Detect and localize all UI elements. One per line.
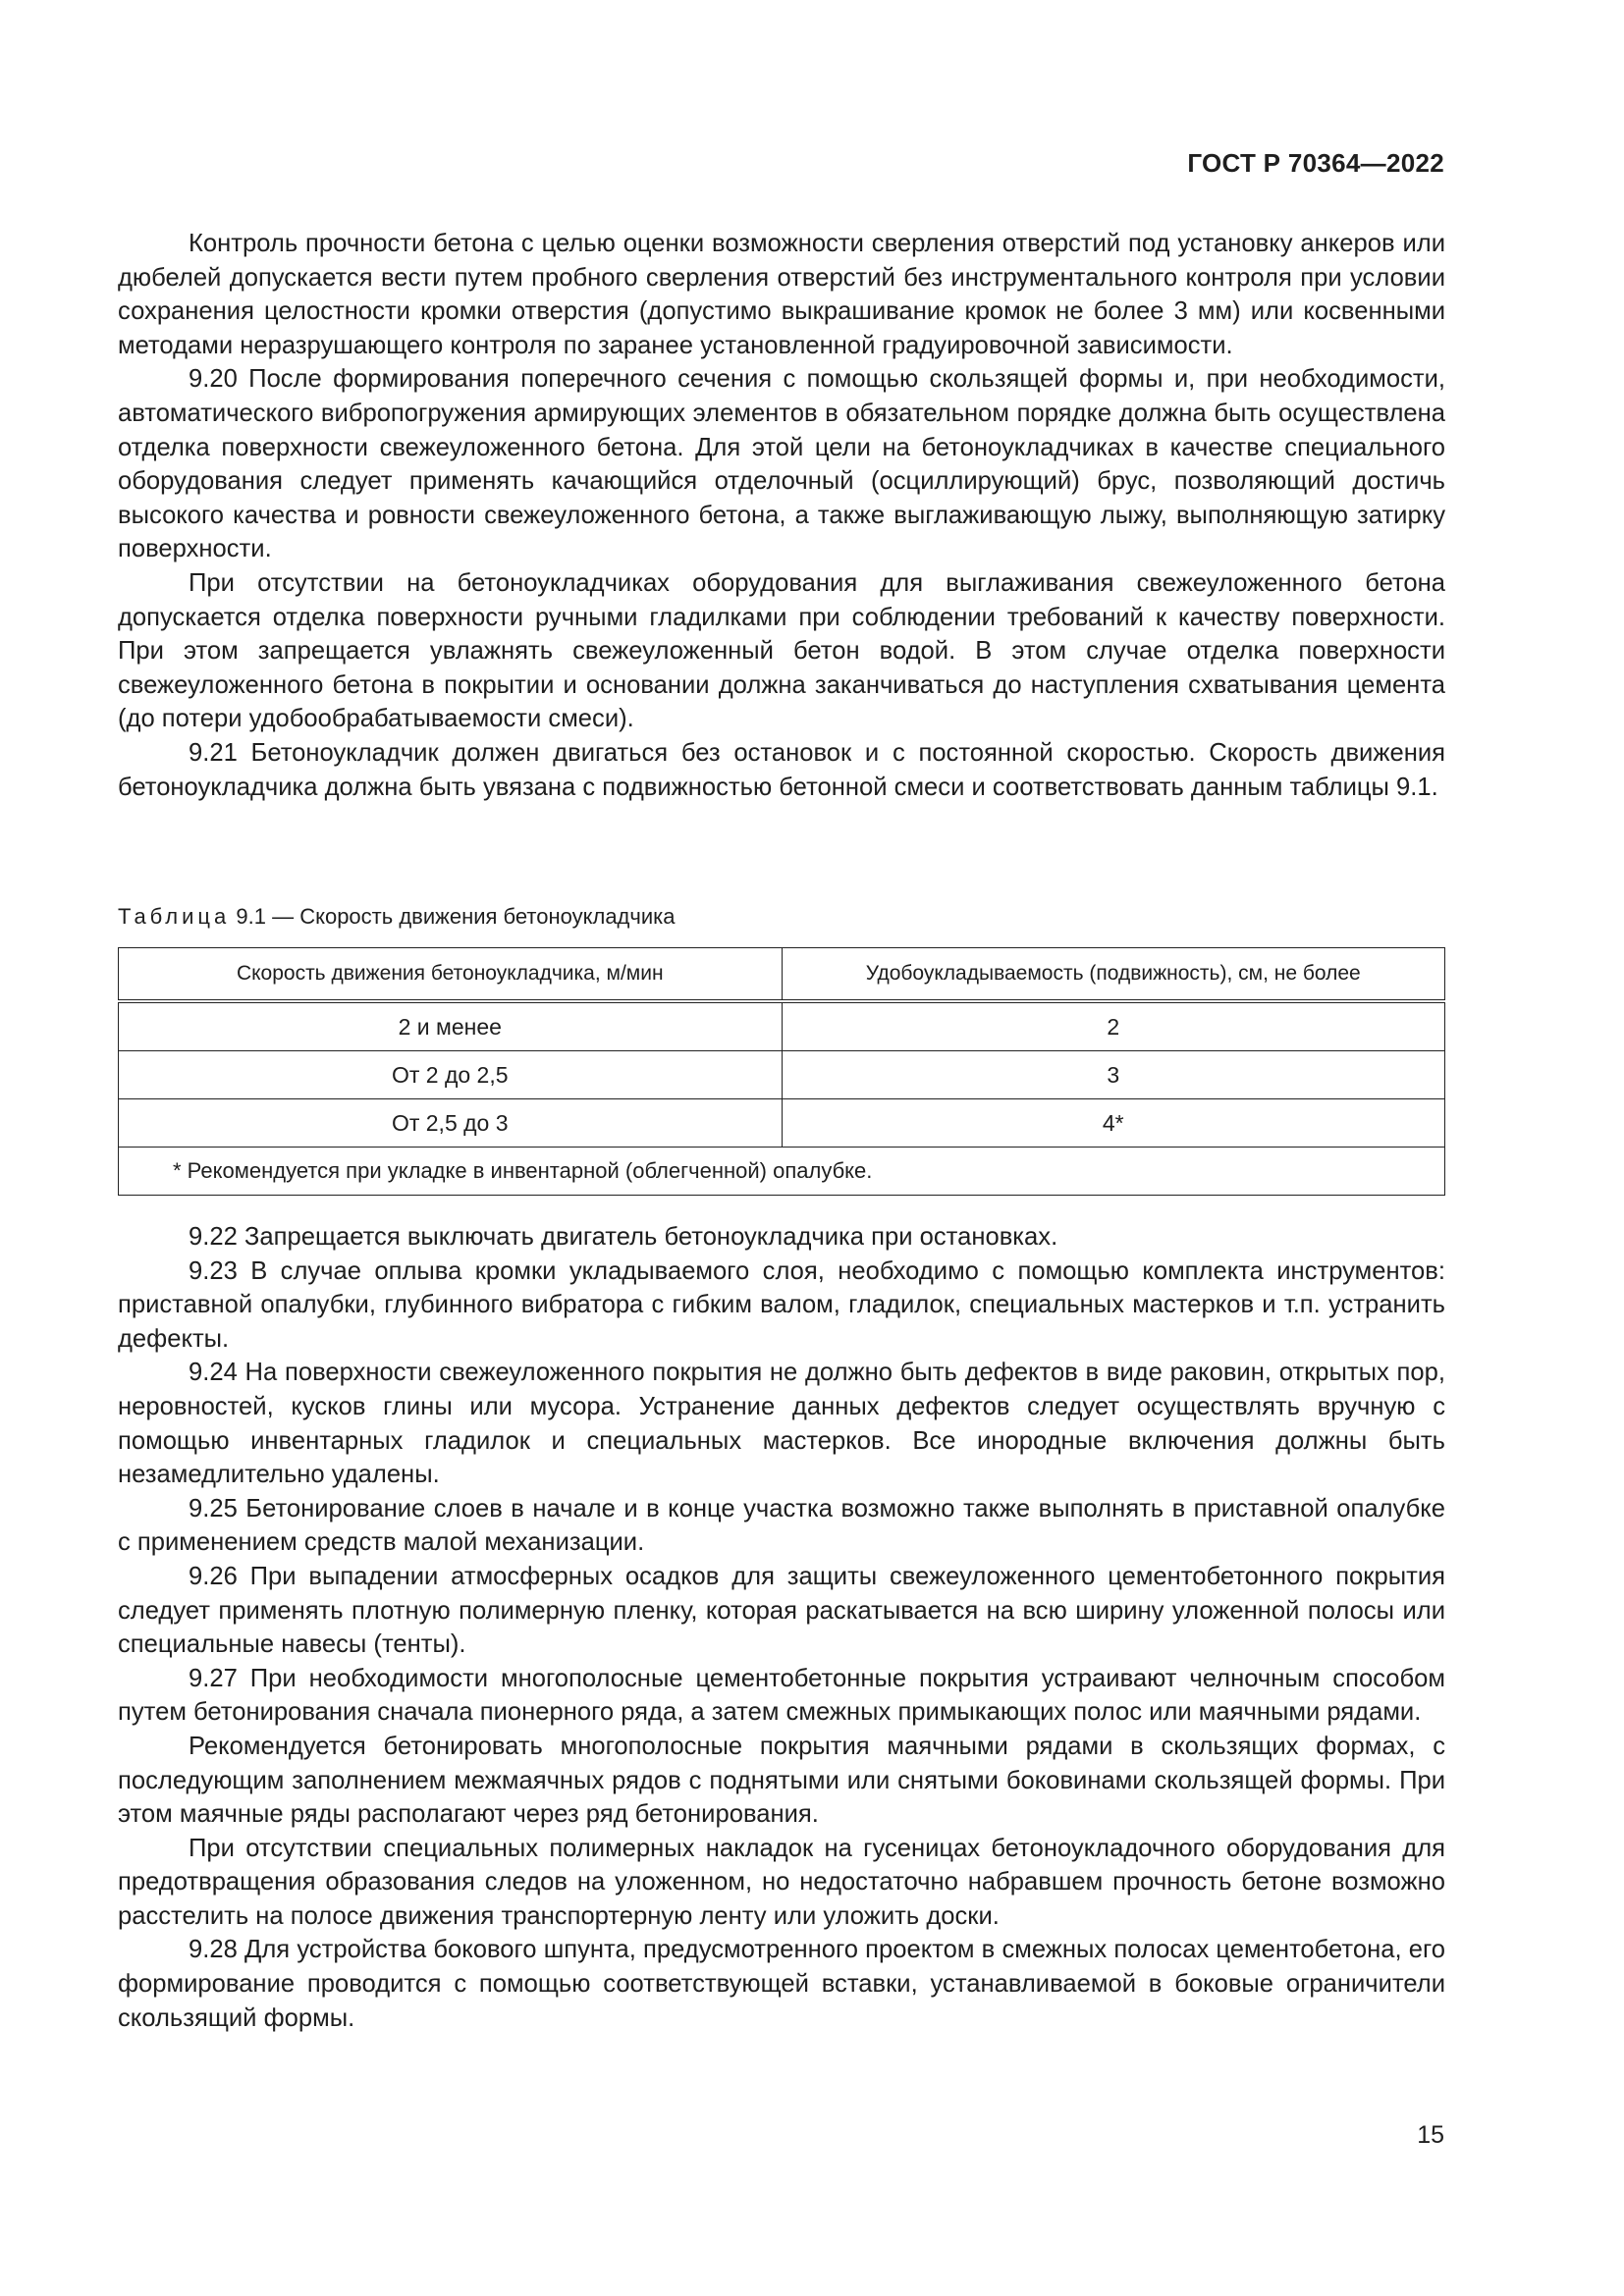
body-text-top bbox=[118, 227, 1445, 804]
table-cell-speed: От 2 до 2,5 bbox=[119, 1051, 783, 1099]
table-caption-label: Таблица bbox=[118, 904, 231, 929]
table-header-row bbox=[119, 948, 1445, 1002]
table-cell-workability: 3 bbox=[782, 1051, 1445, 1099]
speed-table bbox=[118, 947, 1445, 1196]
body-text-bottom bbox=[118, 1220, 1445, 2035]
paragraph: 9.23 В случае оплыва кромки укладываемого слоя, необходимо с помощью комплекта инструментов: приставной опалубки, глубинного вибратора с гибким валом, гладилок, специальных мастерков и т.п. устранить дефекты. bbox=[118, 1256, 1445, 1353]
page-number: 15 bbox=[1417, 2121, 1444, 2149]
paragraph: 9.22 Запрещается выключать двигатель бетоноукладчика при остановках. bbox=[189, 1223, 1058, 1251]
table-header-workability: Удобоукладываемость (подвижность), см, не более bbox=[782, 948, 1445, 1002]
table-header-speed: Скорость движения бетоноукладчика, м/мин bbox=[119, 948, 783, 1002]
paragraph: 9.27 При необходимости многополосные цементобетонные покрытия устраивают челночным способом путем бетонирования сначала пионерного ряда, а затем смежных примыкающих полос или маячными рядами. bbox=[118, 1664, 1445, 1727]
table-cell-speed: 2 и менее bbox=[119, 1001, 783, 1051]
table-row bbox=[119, 1051, 1445, 1099]
document-header: ГОСТ Р 70364—2022 bbox=[1187, 148, 1444, 178]
paragraph: 9.20 После формирования поперечного сечения с помощью скользящей формы и, при необходимости, автоматического вибропогружения армирующих элементов в обязательном порядке должна быть осуществлена отделка поверхности свежеуложенного бетона. Для этой цели на бетоноукладчиках в качестве специального оборудования следует применять качающийся отделочный (осциллирующий) брус, позволяющий достичь высокого качества и ровности свежеуложенного бетона, а также выглаживающую лыжу, выполняющую затирку поверхности. bbox=[118, 365, 1445, 563]
table-cell-workability: 2 bbox=[782, 1001, 1445, 1051]
paragraph: Контроль прочности бетона с целью оценки возможности сверления отверстий под установку анкеров или дюбелей допускается вести путем пробного сверления отверстий без инструментального контроля при условии сохранения целостности кромки отверстия (допустимо выкрашивание кромок не более 3 мм) или косвенными методами неразрушающего контроля по заранее установленной градуировочной зависимости. bbox=[118, 230, 1445, 359]
table-caption bbox=[118, 903, 675, 931]
paragraph: 9.28 Для устройства бокового шпунта, предусмотренного проектом в смежных полосах цементобетона, его формирование проводится с помощью соответствующей вставки, устанавливаемой в боковые ограничители скользящий формы. bbox=[118, 1936, 1445, 2032]
table-cell-workability: 4* bbox=[782, 1099, 1445, 1148]
paragraph: 9.25 Бетонирование слоев в начале и в конце участка возможно также выполнять в приставной опалубке с применением средств малой механизации. bbox=[118, 1494, 1445, 1557]
paragraph: 9.21 Бетоноукладчик должен двигаться без остановок и с постоянной скоростью. Скорость движения бетоноукладчика должна быть увязана с подвижностью бетонной смеси и соответствовать данным таблицы 9.1. bbox=[118, 738, 1445, 801]
table-row bbox=[119, 1099, 1445, 1148]
paragraph: При отсутствии специальных полимерных накладок на гусеницах бетоноукладочного оборудования для предотвращения образования следов на уложенном, но недостаточно набравшем прочность бетоне возможно расстелить на полосе движения транспортерную ленту или уложить доски. bbox=[118, 1834, 1445, 1930]
paragraph: Рекомендуется бетонировать многополосные покрытия маячными рядами в скользящих формах, с последующим заполнением межмаячных рядов с поднятыми или снятыми боковинами скользящей формы. При этом маячные ряды располагают через ряд бетонирования. bbox=[118, 1732, 1445, 1829]
table-footnote: * Рекомендуется при укладке в инвентарной (облегченной) опалубке. bbox=[119, 1148, 1445, 1196]
table-cell-speed: От 2,5 до 3 bbox=[119, 1099, 783, 1148]
paragraph: При отсутствии на бетоноукладчиках оборудования для выглаживания свежеуложенного бетона допускается отделка поверхности ручными гладилками при соблюдении требований к качеству поверхности. При этом запрещается увлажнять свежеуложенный бетон водой. В этом случае отделка поверхности свежеуложенного бетона в покрытии и основании должна заканчиваться до наступления схватывания цемента (до потери удобообрабатываемости смеси). bbox=[118, 568, 1445, 733]
paragraph: 9.26 При выпадении атмосферных осадков для защиты свежеуложенного цементобетонного покрытия следует применять плотную полимерную пленку, которая раскатывается на всю ширину уложенной полосы или специальные навесы (тенты). bbox=[118, 1562, 1445, 1659]
table-footnote-row bbox=[119, 1148, 1445, 1196]
table-row bbox=[119, 1001, 1445, 1051]
table-caption-title: 9.1 — Скорость движения бетоноукладчика bbox=[236, 904, 676, 929]
paragraph: 9.24 На поверхности свежеуложенного покрытия не должно быть дефектов в виде раковин, открытых пор, неровностей, кусков глины или мусора. Устранение данных дефектов следует осуществлять вручную с помощью инвентарных гладилок и специальных мастерков. Все инородные включения должны быть незамедлительно удалены. bbox=[118, 1359, 1445, 1489]
